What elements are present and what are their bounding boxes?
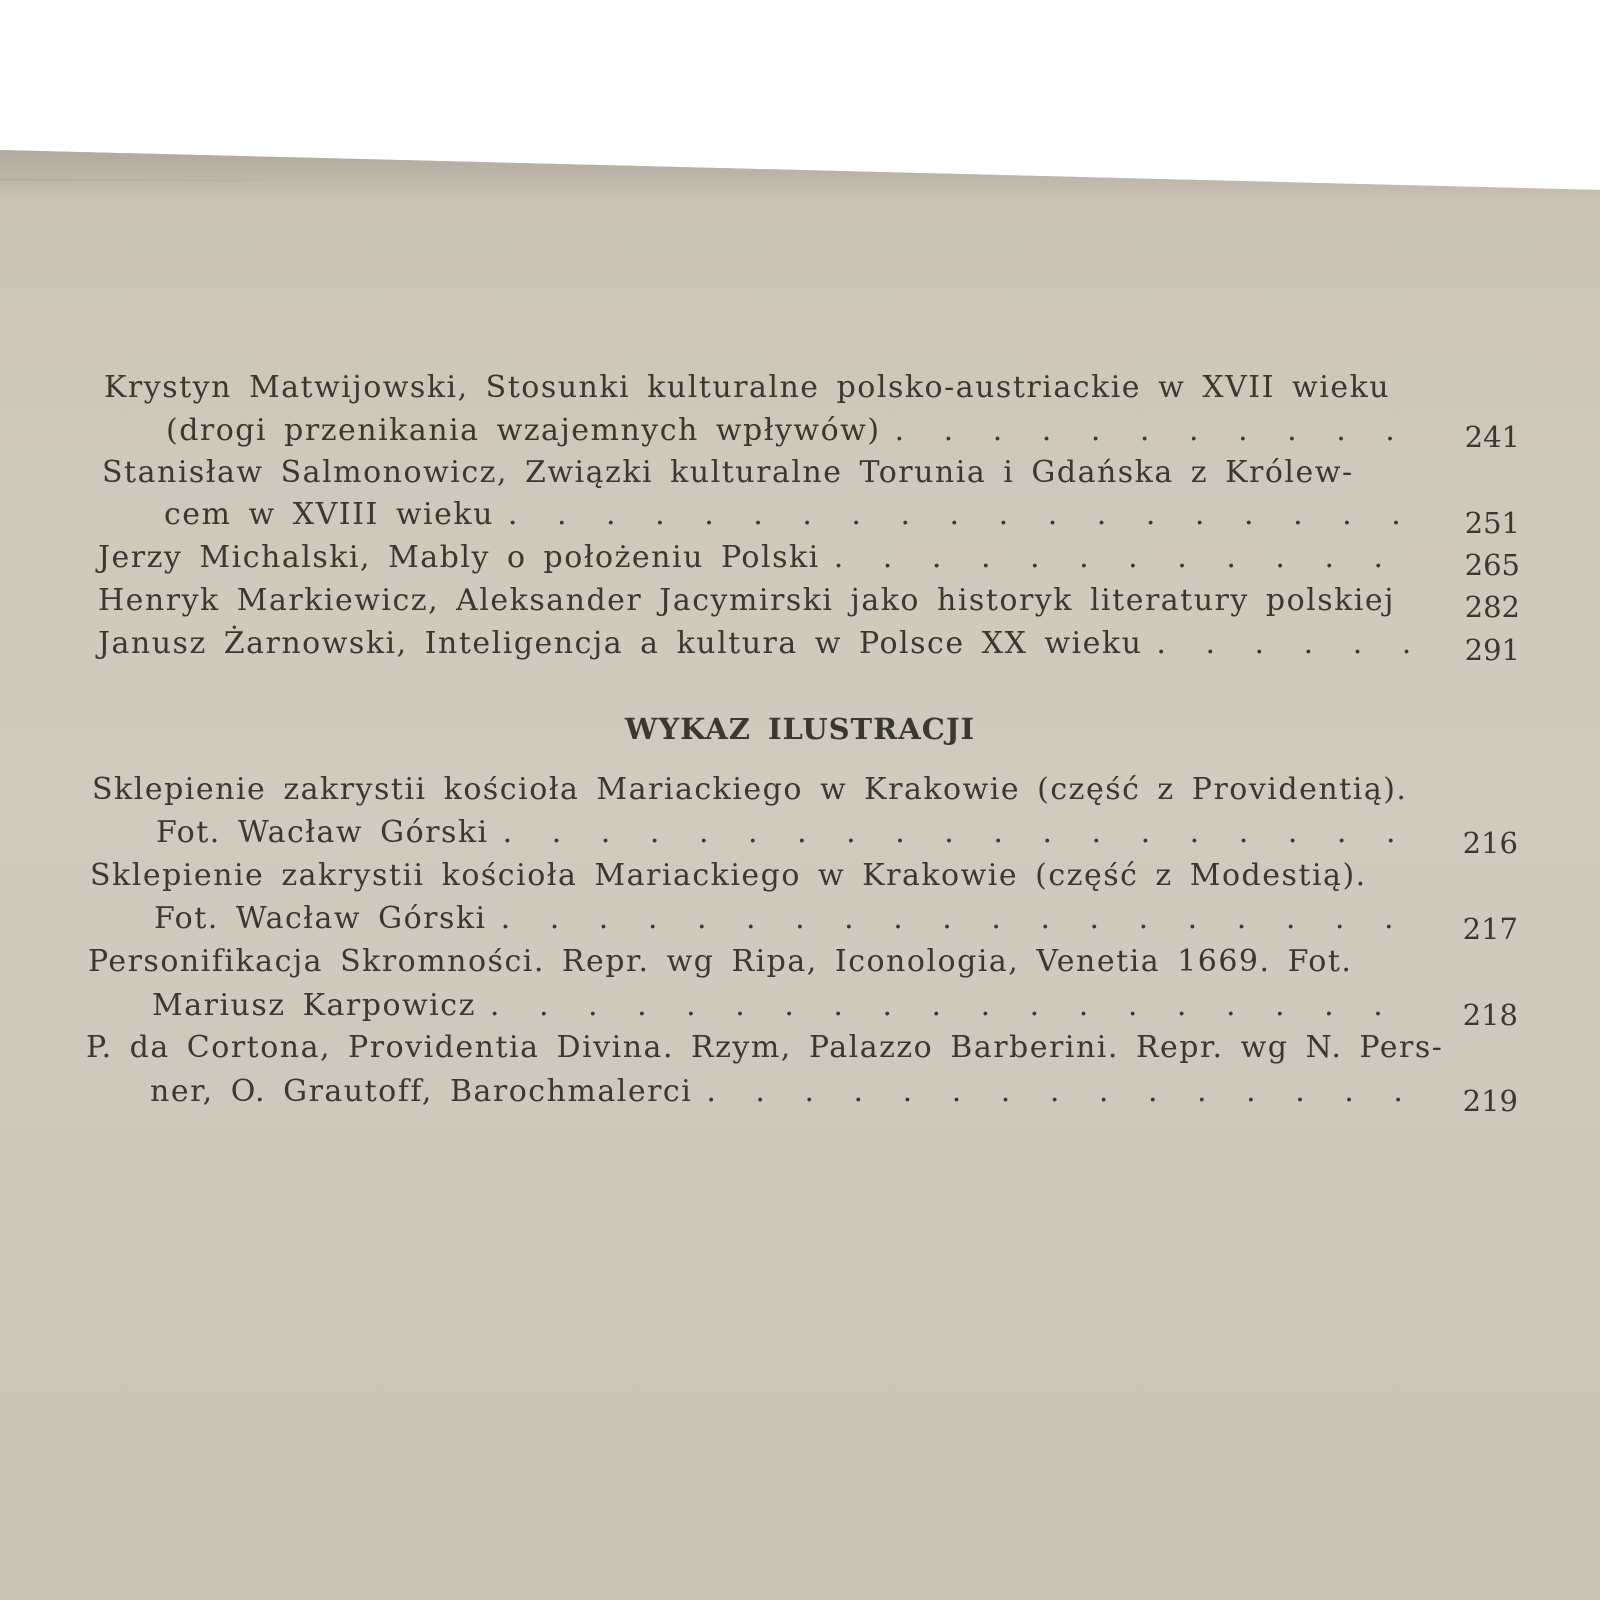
- leader-dots: [1156, 626, 1422, 661]
- illustration-entry-line: Fot. Wacław Górski: [156, 815, 489, 850]
- illustration-entry-continuation: [156, 815, 1422, 850]
- toc-entry-title: [104, 370, 1422, 405]
- illustration-entry-line: Sklepienie zakrystii kościoła Mariackiego w Krakowie (część z Providentią).: [92, 772, 1408, 807]
- toc-entry-continuation: [164, 497, 1422, 532]
- toc-entry-line: Stanisław Salmonowicz, Związki kulturalne Torunia i Gdańska z Królew-: [102, 455, 1354, 490]
- toc-entry-line: (drogi przenikania wzajemnych wpływów): [166, 413, 881, 448]
- toc-page-number: 291: [1464, 633, 1520, 667]
- toc-entry-title: [98, 540, 1422, 575]
- leader-dots: [508, 497, 1422, 532]
- illustration-entry-title: [86, 1030, 1444, 1065]
- illustration-entry-line: Personifikacja Skromności. Repr. wg Ripa, Iconologia, Venetia 1669. Fot.: [88, 944, 1353, 979]
- illustration-entry-line: Fot. Wacław Górski: [154, 901, 487, 936]
- toc-entry-line: Jerzy Michalski, Mably o położeniu Polski: [98, 540, 820, 575]
- toc-entry-continuation: [166, 413, 1422, 448]
- leader-dots: [501, 901, 1422, 936]
- illustration-entry-line: Mariusz Karpowicz: [152, 988, 476, 1023]
- toc-page-number: 241: [1464, 420, 1520, 454]
- illustration-page-number: 218: [1462, 998, 1518, 1032]
- illustration-entry-title: [92, 772, 1422, 807]
- toc-entry-title: [98, 626, 1422, 661]
- leader-dots: [503, 815, 1422, 850]
- illustration-entry-title: [90, 858, 1422, 893]
- illustration-entry-line: ner, O. Grautoff, Barochmalerci: [150, 1074, 693, 1109]
- illustration-entry-line: P. da Cortona, Providentia Divina. Rzym, Palazzo Barberini. Repr. wg N. Pers-: [86, 1030, 1444, 1065]
- toc-page-number: 265: [1464, 548, 1520, 582]
- illustration-entry-line: Sklepienie zakrystii kościoła Mariackiego w Krakowie (część z Modestią).: [90, 858, 1367, 893]
- toc-entry-line: Krystyn Matwijowski, Stosunki kulturalne polsko-austriackie w XVII wieku: [104, 370, 1391, 405]
- illustration-page-number: 216: [1462, 826, 1518, 860]
- illustration-page-number: 217: [1462, 912, 1518, 946]
- illustration-entry-continuation: [152, 988, 1422, 1023]
- toc-entry-title: [102, 455, 1422, 490]
- toc-page-number: 282: [1464, 590, 1520, 624]
- illustration-entry-title: [88, 944, 1422, 979]
- illustrations-heading: WYKAZ ILUSTRACJI: [624, 712, 976, 746]
- leader-dots: [895, 413, 1422, 448]
- toc-entry-title: [98, 583, 1422, 618]
- illustration-entry-continuation: [150, 1074, 1422, 1109]
- leader-dots: [706, 1074, 1422, 1109]
- leader-dots: [834, 540, 1422, 575]
- leader-dots: [490, 988, 1422, 1023]
- toc-page-number: 251: [1464, 506, 1520, 540]
- illustration-page-number: 219: [1462, 1084, 1518, 1118]
- illustration-entry-continuation: [154, 901, 1422, 936]
- toc-entry-line: Janusz Żarnowski, Inteligencja a kultura w Polsce XX wieku: [98, 626, 1143, 661]
- toc-entry-line: cem w XVIII wieku: [164, 497, 494, 532]
- toc-entry-line: Henryk Markiewicz, Aleksander Jacymirski jako historyk literatury polskiej: [98, 583, 1395, 618]
